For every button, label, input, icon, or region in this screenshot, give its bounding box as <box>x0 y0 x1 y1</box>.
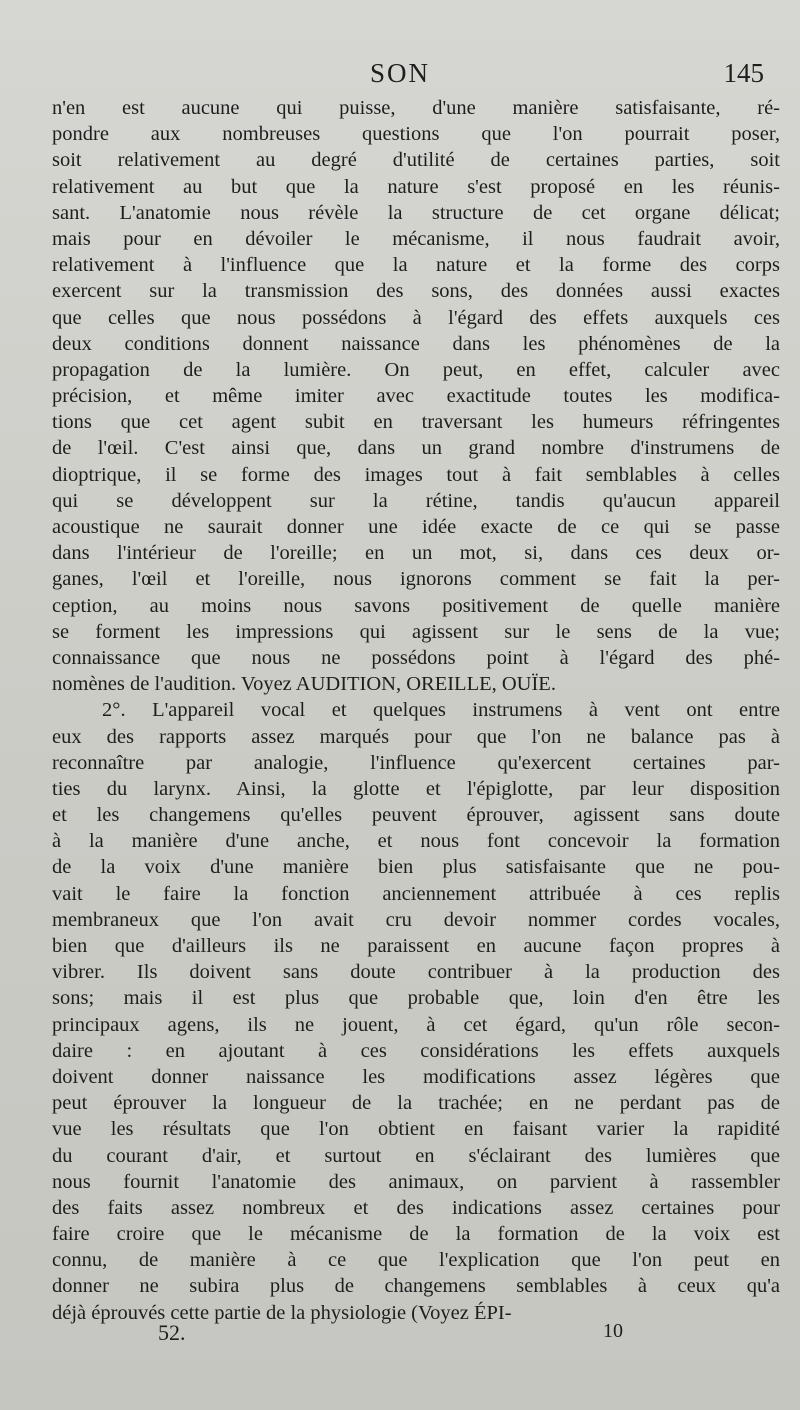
text-line: propagation de la lumière. On peut, en effet, calculer avec <box>52 358 780 381</box>
text-line: ganes, l'œil et l'oreille, nous ignorons comment se fait la per- <box>52 568 780 591</box>
text-line: eux des rapports assez marqués pour que l'on ne balance pas à <box>52 725 780 748</box>
text-line: de la voix d'une manière bien plus satisfaisante que ne pou- <box>52 856 780 879</box>
text-line: principaux agens, ils ne jouent, à cet égard, qu'un rôle secon- <box>52 1013 780 1036</box>
signature-mark: 52. <box>158 1320 186 1345</box>
sheet-number: 10 <box>603 1320 623 1342</box>
text-line: des faits assez nombreux et des indications assez certaines pour <box>52 1196 780 1219</box>
text-line: nous fournit l'anatomie des animaux, on parvient à rassembler <box>52 1170 780 1193</box>
text-line: donner ne subira plus de changemens semblables à ceux qu'a <box>52 1275 780 1298</box>
page-number: 145 <box>723 58 764 88</box>
text-line: vibrer. Ils doivent sans doute contribuer à la production des <box>52 961 780 984</box>
text-line: peut éprouver la longueur de la trachée; en ne perdant pas de <box>52 1092 780 1115</box>
text-line: de l'œil. C'est ainsi que, dans un grand nombre d'instrumens de <box>52 437 780 460</box>
text-line: reconnaître par analogie, l'influence qu'exercent certaines par- <box>52 751 780 774</box>
text-line: bien que d'ailleurs ils ne paraissent en aucune façon propres à <box>52 935 780 957</box>
text-line: relativement à l'influence que la nature et la forme des corps <box>52 254 780 277</box>
text-line: membraneux que l'on avait cru devoir nommer cordes vocales, <box>52 908 780 931</box>
text-line: qui se développent sur la rétine, tandis qu'aucun appareil <box>52 489 780 512</box>
text-line: du courant d'air, et surtout en s'éclairant des lumières que <box>52 1144 780 1167</box>
text-line: nomènes de l'audition. Voyez AUDITION, OREILLE, OUÏE. <box>52 673 556 696</box>
running-head <box>0 58 800 92</box>
text-line: dans l'intérieur de l'oreille; en un mot, si, dans ces deux or- <box>52 542 780 565</box>
text-line: acoustique ne saurait donner une idée exacte de ce qui se passe <box>52 516 780 538</box>
text-line: deux conditions donnent naissance dans les phénomènes de la <box>52 332 780 355</box>
text-line: connu, de manière à ce que l'explication que l'on peut en <box>52 1249 780 1272</box>
text-line: n'en est aucune qui puisse, d'une manière satisfaisante, ré- <box>52 97 780 119</box>
text-line: faire croire que le mécanisme de la formation de la voix est <box>52 1223 780 1246</box>
text-line: dioptrique, il se forme des images tout à fait semblables à celles <box>52 463 780 486</box>
text-line: et les changemens qu'elles peuvent éprouver, agissent sans doute <box>52 804 780 827</box>
text-line: ception, au moins nous savons positivement de quelle manière <box>52 594 780 617</box>
body-text <box>52 95 780 1326</box>
text-line: doivent donner naissance les modifications assez légères que <box>52 1065 780 1088</box>
text-line: relativement au but que la nature s'est proposé en les réunis- <box>52 175 780 198</box>
text-line: daire : en ajoutant à ces considérations les effets auxquels <box>52 1039 780 1062</box>
text-line: se forment les impressions qui agissent sur le sens de la vue; <box>52 620 780 643</box>
text-line: pondre aux nombreuses questions que l'on pourrait poser, <box>52 123 780 146</box>
text-line: précision, et même imiter avec exactitude toutes les modifica- <box>52 385 780 408</box>
page-footer <box>0 1320 800 1350</box>
text-line: que celles que nous possédons à l'égard des effets auxquels ces <box>52 306 780 329</box>
text-line: sons; mais il est plus que probable que, loin d'en être les <box>52 987 780 1010</box>
text-line: mais pour en dévoiler le mécanisme, il nous faudrait avoir, <box>52 227 780 250</box>
text-line: exercent sur la transmission des sons, des données aussi exactes <box>52 280 780 303</box>
text-line: connaissance que nous ne possédons point à l'égard des phé- <box>52 646 780 669</box>
text-line: sant. L'anatomie nous révèle la structure de cet organe délicat; <box>52 201 780 224</box>
text-line: ties du larynx. Ainsi, la glotte et l'épiglotte, par leur disposition <box>52 777 780 800</box>
text-line: déjà éprouvés cette partie de la physiologie (Voyez ÉPI- <box>52 1301 512 1324</box>
text-line: soit relativement au degré d'utilité de certaines parties, soit <box>52 149 780 172</box>
text-line: tions que cet agent subit en traversant les humeurs réfringentes <box>52 411 780 434</box>
text-line: 2°. L'appareil vocal et quelques instrumens à vent ont entre <box>102 699 780 722</box>
text-line: vue les résultats que l'on obtient en faisant varier la rapidité <box>52 1118 780 1141</box>
text-line: vait le faire la fonction anciennement attribuée à ces replis <box>52 882 780 905</box>
running-title: SON <box>369 58 430 88</box>
text-line: à la manière d'une anche, et nous font concevoir la formation <box>52 830 780 853</box>
